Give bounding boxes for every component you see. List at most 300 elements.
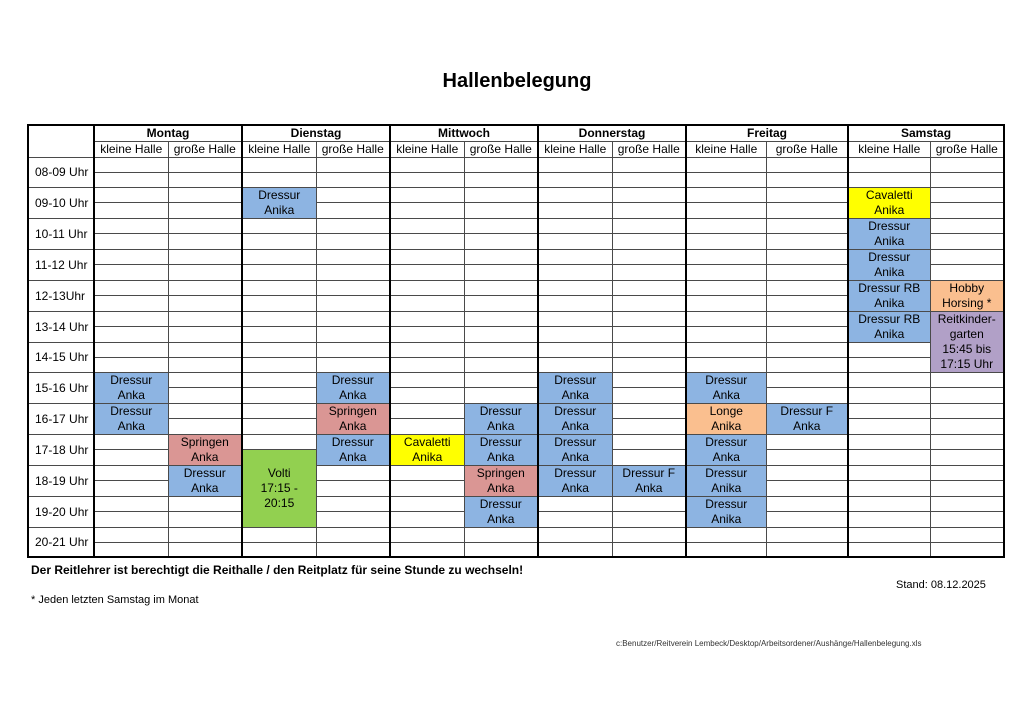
empty-slot[interactable]: [316, 249, 390, 265]
schedule-entry[interactable]: [848, 280, 930, 311]
empty-slot[interactable]: [930, 157, 1004, 172]
empty-slot[interactable]: [848, 357, 930, 372]
empty-slot[interactable]: [464, 234, 538, 250]
day-header: Dienstag: [242, 125, 390, 141]
schedule-entry[interactable]: [848, 311, 930, 342]
empty-slot[interactable]: [538, 187, 612, 203]
empty-slot[interactable]: [538, 527, 612, 542]
empty-slot[interactable]: [168, 311, 242, 327]
schedule-entry[interactable]: [94, 372, 168, 403]
empty-slot[interactable]: [538, 203, 612, 219]
empty-slot[interactable]: [612, 527, 686, 542]
empty-slot[interactable]: [686, 527, 766, 542]
corner-cell: [28, 125, 94, 157]
empty-slot[interactable]: [242, 434, 316, 449]
empty-slot[interactable]: [168, 388, 242, 404]
empty-slot[interactable]: [464, 218, 538, 234]
empty-slot[interactable]: [168, 496, 242, 512]
hall-header-small: kleine Halle: [686, 141, 766, 157]
time-slot-label: 09-10 Uhr: [28, 187, 94, 218]
empty-slot[interactable]: [316, 234, 390, 250]
empty-slot[interactable]: [848, 434, 930, 449]
empty-slot[interactable]: [538, 327, 612, 343]
empty-slot[interactable]: [612, 296, 686, 312]
empty-slot[interactable]: [848, 403, 930, 419]
entry-line: Anika: [711, 511, 742, 526]
empty-slot[interactable]: [316, 342, 390, 357]
entry-line: Anka: [561, 449, 589, 464]
empty-slot[interactable]: [612, 496, 686, 512]
schedule-table: [27, 124, 1005, 558]
empty-slot[interactable]: [766, 218, 848, 234]
empty-slot[interactable]: [766, 187, 848, 203]
schedule-entry[interactable]: [242, 449, 316, 527]
empty-slot[interactable]: [930, 265, 1004, 281]
empty-slot[interactable]: [94, 187, 168, 203]
empty-slot[interactable]: [242, 527, 316, 542]
empty-slot[interactable]: [930, 234, 1004, 250]
empty-slot[interactable]: [94, 296, 168, 312]
time-slot-label: 19-20 Uhr: [28, 496, 94, 527]
empty-slot[interactable]: [94, 249, 168, 265]
empty-slot[interactable]: [766, 481, 848, 497]
empty-slot[interactable]: [464, 372, 538, 388]
empty-slot[interactable]: [930, 512, 1004, 528]
empty-slot[interactable]: [538, 311, 612, 327]
empty-slot[interactable]: [686, 218, 766, 234]
empty-slot[interactable]: [848, 465, 930, 481]
empty-slot[interactable]: [94, 234, 168, 250]
empty-slot[interactable]: [94, 342, 168, 357]
empty-slot[interactable]: [316, 465, 390, 481]
empty-slot[interactable]: [612, 234, 686, 250]
empty-slot[interactable]: [766, 280, 848, 296]
empty-slot[interactable]: [390, 327, 464, 343]
empty-slot[interactable]: [390, 481, 464, 497]
empty-slot[interactable]: [538, 342, 612, 357]
empty-slot[interactable]: [94, 357, 168, 372]
schedule-entry[interactable]: [930, 280, 1004, 311]
empty-slot[interactable]: [168, 342, 242, 357]
empty-slot[interactable]: [168, 512, 242, 528]
empty-slot[interactable]: [686, 296, 766, 312]
empty-slot[interactable]: [168, 203, 242, 219]
entry-line: Anka: [635, 480, 663, 495]
empty-slot[interactable]: [848, 527, 930, 542]
empty-slot[interactable]: [390, 218, 464, 234]
entry-line: Anka: [561, 418, 589, 433]
empty-slot[interactable]: [766, 234, 848, 250]
empty-slot[interactable]: [94, 280, 168, 296]
empty-slot[interactable]: [538, 249, 612, 265]
empty-slot[interactable]: [242, 280, 316, 296]
empty-slot[interactable]: [242, 265, 316, 281]
empty-slot[interactable]: [766, 157, 848, 172]
empty-slot[interactable]: [390, 249, 464, 265]
schedule-entry[interactable]: [538, 465, 612, 496]
schedule-entry[interactable]: [94, 403, 168, 434]
empty-slot[interactable]: [686, 157, 766, 172]
empty-slot[interactable]: [612, 327, 686, 343]
empty-slot[interactable]: [538, 265, 612, 281]
empty-slot[interactable]: [242, 157, 316, 172]
schedule-entry[interactable]: [168, 465, 242, 496]
schedule-entry[interactable]: [316, 403, 390, 434]
empty-slot[interactable]: [390, 342, 464, 357]
empty-slot[interactable]: [390, 203, 464, 219]
stand-date: Stand: 08.12.2025: [896, 579, 986, 591]
schedule-entry[interactable]: [686, 465, 766, 496]
empty-slot[interactable]: [930, 203, 1004, 219]
schedule-entry[interactable]: [848, 218, 930, 249]
empty-slot[interactable]: [94, 527, 168, 542]
empty-slot[interactable]: [612, 512, 686, 528]
empty-slot[interactable]: [848, 512, 930, 528]
empty-slot[interactable]: [612, 265, 686, 281]
empty-slot[interactable]: [390, 542, 464, 557]
empty-slot[interactable]: [168, 265, 242, 281]
empty-slot[interactable]: [538, 172, 612, 187]
empty-slot[interactable]: [94, 496, 168, 512]
empty-slot[interactable]: [464, 172, 538, 187]
empty-slot[interactable]: [464, 357, 538, 372]
empty-slot[interactable]: [390, 419, 464, 435]
entry-line: Anka: [793, 418, 821, 433]
schedule-entry[interactable]: [848, 249, 930, 280]
empty-slot[interactable]: [316, 203, 390, 219]
empty-slot[interactable]: [848, 542, 930, 557]
empty-slot[interactable]: [168, 296, 242, 312]
empty-slot[interactable]: [390, 311, 464, 327]
empty-slot[interactable]: [848, 172, 930, 187]
empty-slot[interactable]: [168, 172, 242, 187]
empty-slot[interactable]: [848, 419, 930, 435]
empty-slot[interactable]: [390, 403, 464, 419]
empty-slot[interactable]: [538, 218, 612, 234]
empty-slot[interactable]: [316, 187, 390, 203]
empty-slot[interactable]: [168, 187, 242, 203]
empty-slot[interactable]: [766, 296, 848, 312]
empty-slot[interactable]: [168, 372, 242, 388]
empty-slot[interactable]: [242, 388, 316, 404]
empty-slot[interactable]: [848, 481, 930, 497]
empty-slot[interactable]: [316, 512, 390, 528]
schedule-entry[interactable]: [464, 496, 538, 527]
empty-slot[interactable]: [390, 265, 464, 281]
empty-slot[interactable]: [168, 327, 242, 343]
empty-slot[interactable]: [168, 527, 242, 542]
entry-line: Dressur: [258, 187, 301, 202]
empty-slot[interactable]: [766, 372, 848, 388]
empty-slot[interactable]: [686, 357, 766, 372]
empty-slot[interactable]: [612, 357, 686, 372]
empty-slot[interactable]: [538, 296, 612, 312]
empty-slot[interactable]: [848, 496, 930, 512]
empty-slot[interactable]: [390, 512, 464, 528]
empty-slot[interactable]: [766, 327, 848, 343]
empty-slot[interactable]: [168, 218, 242, 234]
empty-slot[interactable]: [612, 419, 686, 435]
empty-slot[interactable]: [612, 280, 686, 296]
schedule-entry[interactable]: [464, 403, 538, 434]
empty-slot[interactable]: [766, 342, 848, 357]
empty-slot[interactable]: [242, 327, 316, 343]
schedule-entry[interactable]: [930, 311, 1004, 372]
empty-slot[interactable]: [242, 249, 316, 265]
empty-slot[interactable]: [686, 327, 766, 343]
empty-slot[interactable]: [242, 311, 316, 327]
empty-slot[interactable]: [316, 327, 390, 343]
empty-slot[interactable]: [94, 542, 168, 557]
schedule-entry[interactable]: [766, 403, 848, 434]
empty-slot[interactable]: [168, 234, 242, 250]
empty-slot[interactable]: [316, 542, 390, 557]
empty-slot[interactable]: [242, 542, 316, 557]
empty-slot[interactable]: [612, 172, 686, 187]
empty-slot[interactable]: [686, 542, 766, 557]
empty-slot[interactable]: [94, 512, 168, 528]
empty-slot[interactable]: [538, 357, 612, 372]
empty-slot[interactable]: [94, 449, 168, 465]
empty-slot[interactable]: [766, 512, 848, 528]
empty-slot[interactable]: [766, 449, 848, 465]
empty-slot[interactable]: [464, 157, 538, 172]
empty-slot[interactable]: [390, 465, 464, 481]
schedule-entry[interactable]: [390, 434, 464, 465]
empty-slot[interactable]: [464, 527, 538, 542]
empty-slot[interactable]: [930, 527, 1004, 542]
empty-slot[interactable]: [766, 388, 848, 404]
empty-slot[interactable]: [766, 265, 848, 281]
empty-slot[interactable]: [168, 419, 242, 435]
empty-slot[interactable]: [464, 342, 538, 357]
empty-slot[interactable]: [316, 527, 390, 542]
empty-slot[interactable]: [94, 327, 168, 343]
empty-slot[interactable]: [930, 172, 1004, 187]
entry-line: Dressur: [554, 434, 597, 449]
empty-slot[interactable]: [316, 311, 390, 327]
empty-slot[interactable]: [464, 296, 538, 312]
empty-slot[interactable]: [242, 372, 316, 388]
empty-slot[interactable]: [766, 172, 848, 187]
empty-slot[interactable]: [538, 157, 612, 172]
schedule-entry[interactable]: [538, 434, 612, 465]
empty-slot[interactable]: [612, 372, 686, 388]
empty-slot[interactable]: [766, 311, 848, 327]
empty-slot[interactable]: [316, 172, 390, 187]
empty-slot[interactable]: [930, 449, 1004, 465]
entry-line: Dressur: [479, 403, 522, 418]
empty-slot[interactable]: [538, 542, 612, 557]
empty-slot[interactable]: [930, 372, 1004, 388]
empty-slot[interactable]: [316, 218, 390, 234]
empty-slot[interactable]: [168, 357, 242, 372]
empty-slot[interactable]: [612, 311, 686, 327]
empty-slot[interactable]: [766, 496, 848, 512]
empty-slot[interactable]: [766, 357, 848, 372]
empty-slot[interactable]: [316, 280, 390, 296]
empty-slot[interactable]: [316, 357, 390, 372]
empty-slot[interactable]: [538, 234, 612, 250]
empty-slot[interactable]: [766, 527, 848, 542]
empty-slot[interactable]: [316, 296, 390, 312]
empty-slot[interactable]: [316, 157, 390, 172]
empty-slot[interactable]: [766, 434, 848, 449]
empty-slot[interactable]: [316, 265, 390, 281]
empty-slot[interactable]: [242, 218, 316, 234]
empty-slot[interactable]: [930, 403, 1004, 419]
empty-slot[interactable]: [464, 265, 538, 281]
empty-slot[interactable]: [930, 465, 1004, 481]
schedule-entry[interactable]: [464, 465, 538, 496]
empty-slot[interactable]: [316, 481, 390, 497]
time-slot-label: 08-09 Uhr: [28, 157, 94, 187]
empty-slot[interactable]: [612, 157, 686, 172]
empty-slot[interactable]: [464, 542, 538, 557]
empty-slot[interactable]: [930, 481, 1004, 497]
empty-slot[interactable]: [242, 419, 316, 435]
empty-slot[interactable]: [168, 403, 242, 419]
schedule-entry[interactable]: [686, 496, 766, 527]
empty-slot[interactable]: [612, 542, 686, 557]
empty-slot[interactable]: [94, 172, 168, 187]
schedule-entry[interactable]: [464, 434, 538, 465]
empty-slot[interactable]: [390, 372, 464, 388]
schedule-entry[interactable]: [686, 434, 766, 465]
empty-slot[interactable]: [686, 187, 766, 203]
empty-slot[interactable]: [930, 434, 1004, 449]
empty-slot[interactable]: [390, 172, 464, 187]
empty-slot[interactable]: [930, 187, 1004, 203]
empty-slot[interactable]: [464, 203, 538, 219]
empty-slot[interactable]: [686, 234, 766, 250]
schedule-entry[interactable]: [686, 372, 766, 403]
empty-slot[interactable]: [930, 496, 1004, 512]
empty-slot[interactable]: [390, 296, 464, 312]
empty-slot[interactable]: [686, 265, 766, 281]
schedule-entry[interactable]: [686, 403, 766, 434]
empty-slot[interactable]: [94, 434, 168, 449]
entry-line: Dressur: [554, 403, 597, 418]
empty-slot[interactable]: [766, 203, 848, 219]
empty-slot[interactable]: [390, 157, 464, 172]
empty-slot[interactable]: [390, 187, 464, 203]
empty-slot[interactable]: [930, 388, 1004, 404]
empty-slot[interactable]: [612, 342, 686, 357]
empty-slot[interactable]: [686, 280, 766, 296]
empty-slot[interactable]: [242, 234, 316, 250]
empty-slot[interactable]: [766, 542, 848, 557]
entry-line: Dressur F: [622, 465, 676, 480]
day-header: Donnerstag: [538, 125, 686, 141]
empty-slot[interactable]: [94, 218, 168, 234]
schedule-entry[interactable]: [316, 372, 390, 403]
empty-slot[interactable]: [930, 249, 1004, 265]
empty-slot[interactable]: [848, 388, 930, 404]
entry-line: Dressur: [479, 496, 522, 511]
empty-slot[interactable]: [612, 388, 686, 404]
empty-slot[interactable]: [464, 388, 538, 404]
empty-slot[interactable]: [94, 311, 168, 327]
empty-slot[interactable]: [612, 434, 686, 449]
empty-slot[interactable]: [242, 172, 316, 187]
empty-slot[interactable]: [848, 372, 930, 388]
empty-slot[interactable]: [686, 249, 766, 265]
empty-slot[interactable]: [612, 218, 686, 234]
empty-slot[interactable]: [612, 403, 686, 419]
entry-line: Anka: [712, 387, 740, 402]
empty-slot[interactable]: [464, 249, 538, 265]
schedule-entry[interactable]: [168, 434, 242, 465]
empty-slot[interactable]: [94, 157, 168, 172]
empty-slot[interactable]: [242, 357, 316, 372]
empty-slot[interactable]: [94, 203, 168, 219]
empty-slot[interactable]: [686, 203, 766, 219]
schedule-entry[interactable]: [242, 187, 316, 218]
empty-slot[interactable]: [686, 172, 766, 187]
empty-slot[interactable]: [612, 449, 686, 465]
empty-slot[interactable]: [390, 234, 464, 250]
empty-slot[interactable]: [94, 465, 168, 481]
empty-slot[interactable]: [464, 280, 538, 296]
empty-slot[interactable]: [848, 449, 930, 465]
entry-line: Anika: [874, 202, 905, 217]
empty-slot[interactable]: [766, 465, 848, 481]
empty-slot[interactable]: [316, 496, 390, 512]
empty-slot[interactable]: [686, 311, 766, 327]
schedule-entry[interactable]: [316, 434, 390, 465]
empty-slot[interactable]: [390, 388, 464, 404]
empty-slot[interactable]: [464, 311, 538, 327]
empty-slot[interactable]: [612, 203, 686, 219]
empty-slot[interactable]: [464, 327, 538, 343]
empty-slot[interactable]: [538, 512, 612, 528]
empty-slot[interactable]: [390, 496, 464, 512]
empty-slot[interactable]: [612, 249, 686, 265]
empty-slot[interactable]: [538, 280, 612, 296]
empty-slot[interactable]: [168, 280, 242, 296]
schedule-entry[interactable]: [538, 372, 612, 403]
schedule-entry[interactable]: [538, 403, 612, 434]
empty-slot[interactable]: [168, 542, 242, 557]
empty-slot[interactable]: [538, 496, 612, 512]
empty-slot[interactable]: [848, 157, 930, 172]
empty-slot[interactable]: [390, 527, 464, 542]
empty-slot[interactable]: [168, 157, 242, 172]
empty-slot[interactable]: [930, 218, 1004, 234]
empty-slot[interactable]: [168, 249, 242, 265]
empty-slot[interactable]: [242, 296, 316, 312]
empty-slot[interactable]: [612, 187, 686, 203]
empty-slot[interactable]: [464, 187, 538, 203]
empty-slot[interactable]: [94, 265, 168, 281]
empty-slot[interactable]: [848, 342, 930, 357]
empty-slot[interactable]: [242, 342, 316, 357]
empty-slot[interactable]: [390, 280, 464, 296]
empty-slot[interactable]: [930, 542, 1004, 557]
empty-slot[interactable]: [930, 419, 1004, 435]
entry-line: Springen: [180, 434, 229, 449]
empty-slot[interactable]: [766, 249, 848, 265]
entry-line: Dressur: [331, 372, 374, 387]
empty-slot[interactable]: [390, 357, 464, 372]
empty-slot[interactable]: [94, 481, 168, 497]
empty-slot[interactable]: [686, 342, 766, 357]
schedule-entry[interactable]: [612, 465, 686, 496]
entry-line: Anka: [561, 480, 589, 495]
empty-slot[interactable]: [242, 403, 316, 419]
schedule-entry[interactable]: [848, 187, 930, 218]
